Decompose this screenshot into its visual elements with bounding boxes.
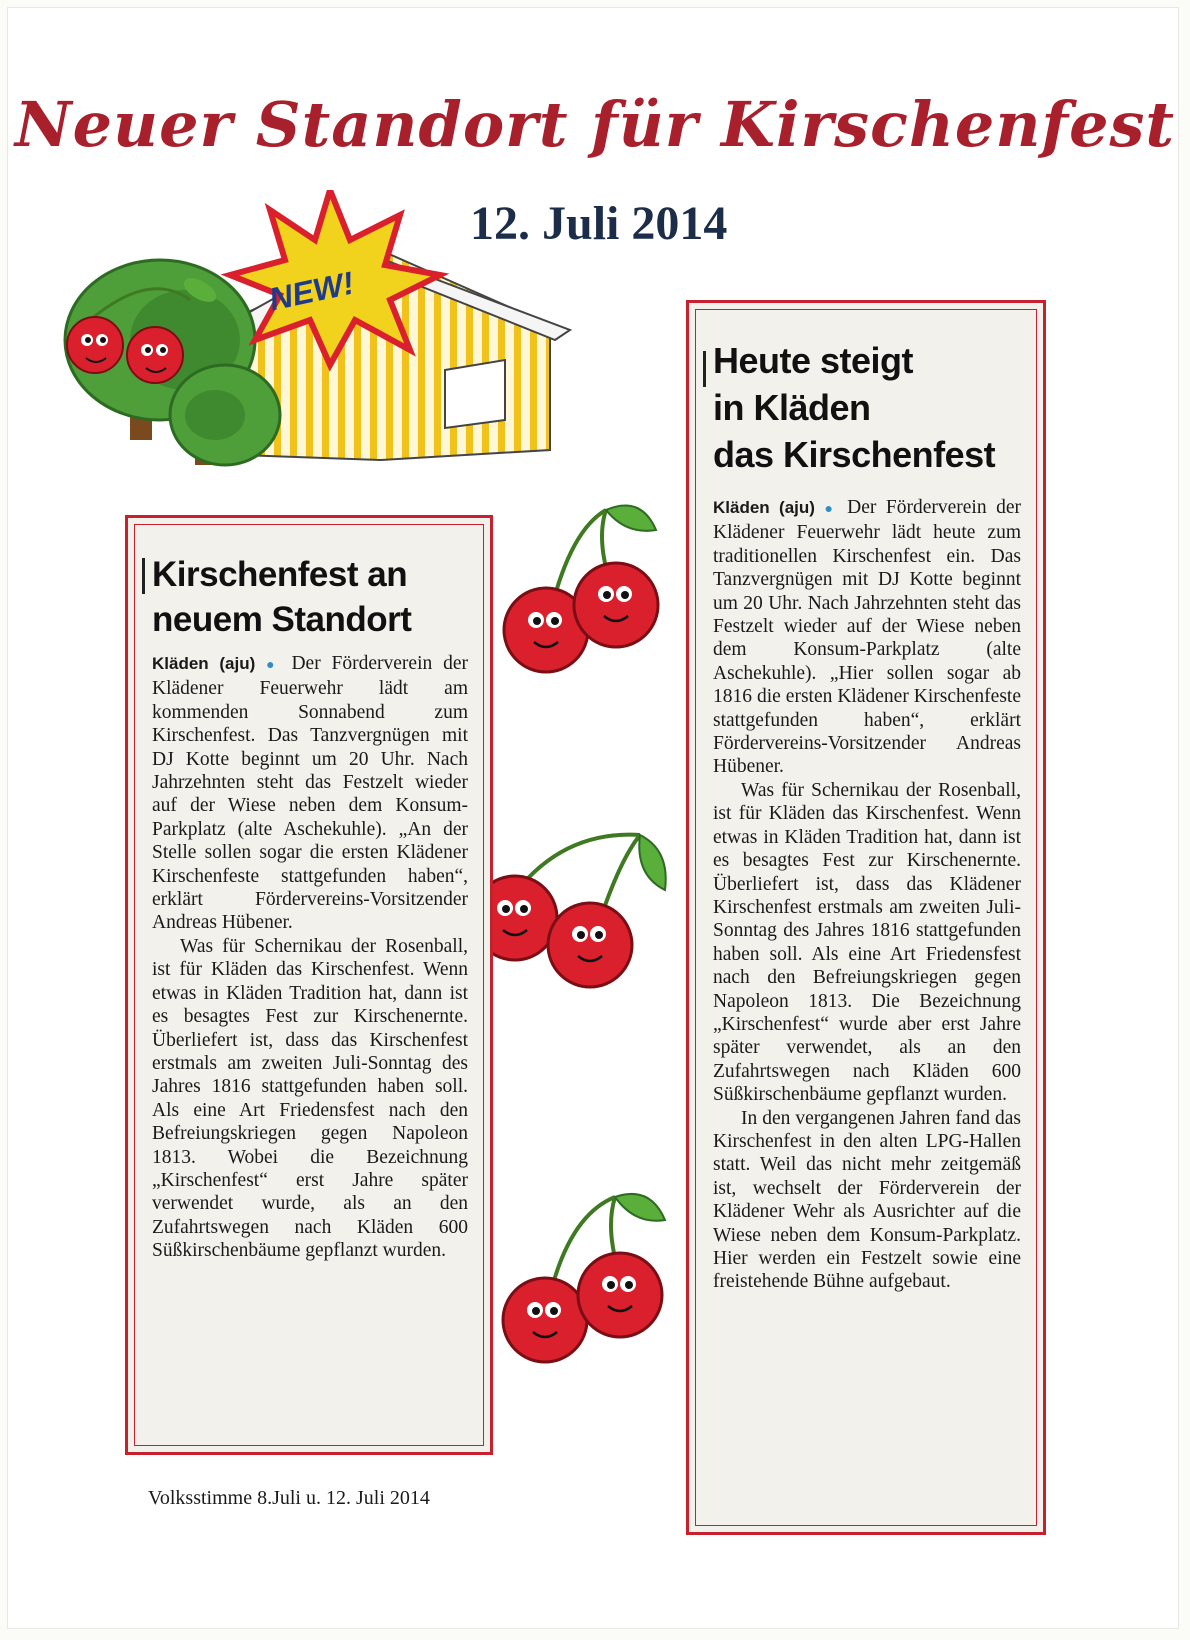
paragraph-text: Der Förderverein der Klädener Feuerwehr lädt heute zum traditionellen Kirschenfest ein. Das Tanzvergnügen mit DJ Kotte beginnt um 20 Uhr. Nach Jahrzehnten steht das Festzelt wieder auf der Wiese neben dem Konsum-Parkplatz (alte Aschekuhle). „Hier sollen sogar ab 1816 die ersten Klädener Kirschenfeste stattgefunden haben“, erklärt Fördervereins-Vorsitzender Andreas Hübener.: [713, 497, 1021, 778]
paragraph: [713, 496, 1021, 779]
page-title: Neuer Standort für Kirschenfest: [14, 88, 1176, 161]
bullet-icon: ●: [824, 502, 838, 517]
source-caption: Volksstimme 8.Juli u. 12. Juli 2014: [148, 1487, 430, 1509]
cherry-pair-icon: [496, 490, 676, 690]
article-right-body: [713, 496, 1021, 1294]
article-right: [686, 300, 1046, 1535]
paragraph-text: Der Förderverein der Klädener Feuerwehr lädt am kommenden Sonnabend zum Kirschenfest. Das Tanzvergnügen mit DJ Kotte beginnt um 20 Uhr. Nach Jahrzehnten steht das Festzelt wieder auf der Wiese neben dem Konsum-Parkplatz (alte Aschekuhle). „An der Stelle sollen sogar die ersten Klädener Kirschenfeste stattgefunden haben“, erklärt Fördervereins-Vorsitzender Andreas Hübener.: [152, 653, 469, 934]
article-left-headline: [152, 552, 468, 642]
bullet-icon: ●: [266, 658, 281, 673]
headline-line: neuem Standort: [152, 600, 412, 639]
new-badge-icon: [230, 190, 440, 365]
headline-rule: [142, 558, 145, 594]
headline-line: Heute steigt: [713, 340, 914, 381]
paragraph: Was für Schernikau der Rosenball, ist für Kläden das Kirschenfest. Wenn etwas in Kläden Tradition hat, dann ist es besagtes Fest zur Kirschenernte. Überliefert ist, dass das Klädener Kirschenfest erstmals am zweiten Juli-Sonntag des Jahres 1816 stattgefunden haben soll. Als eine Art Friedensfest nach den Befreiungskriegen gegen Napoleon 1813. Die Bezeichnung „Kirschenfest“ wurde aber erst Jahre später verwendet, als an den Zufahrtswegen nach Kläden 600 Süßkirschenbäume gepflanzt wurden.: [713, 779, 1021, 1106]
paragraph: [152, 652, 468, 935]
headline-line: in Kläden: [713, 387, 871, 428]
headline-line: das Kirschenfest: [713, 434, 996, 475]
new-badge-text: NEW!: [266, 264, 357, 318]
article-left-body: [152, 652, 468, 1263]
paragraph: Was für Schernikau der Rosenball, ist für Kläden das Kirschenfest. Wenn etwas in Kläden Tradition hat, dann ist es besagtes Fest zur Kirschenernte. Überliefert ist, dass das Kirschenfest erstmals am zweiten Juli-Sonntag des Jahres 1816 stattgefunden haben soll. Als eine Art Friedensfest nach den Befreiungskriegen gegen Napoleon 1813. Wobei die Bezeichnung „Kirschenfest“ erst Jahre später verwendet wurde, als an den Zufahrtswegen nach Kläden 600 Süßkirschenbäume gepflanzt wurden.: [152, 935, 468, 1262]
article-right-headline: [713, 337, 1021, 478]
headline-line: Kirschenfest an: [152, 555, 408, 594]
headline-rule: [703, 351, 706, 387]
cherry-pair-icon: [470, 820, 680, 1000]
article-left: [125, 515, 493, 1455]
tent-clipart: [50, 190, 580, 490]
page-date: 12. Juli 2014: [470, 197, 728, 250]
paragraph: In den vergangenen Jahren fand das Kirschenfest in den alten LPG-Hallen statt. Weil das nicht mehr zeitgemäß ist, wechselt der Förderverein der Klädener Wehr als Ausrichter auf die Wiese neben dem Konsum-Parkplatz. Hier werden ein Festzelt sowie eine freistehende Bühne aufgebaut.: [713, 1107, 1021, 1293]
dateline: Kläden (aju): [152, 654, 256, 673]
cherry-pair-icon: [500, 1185, 690, 1375]
dateline: Kläden (aju): [713, 498, 815, 517]
